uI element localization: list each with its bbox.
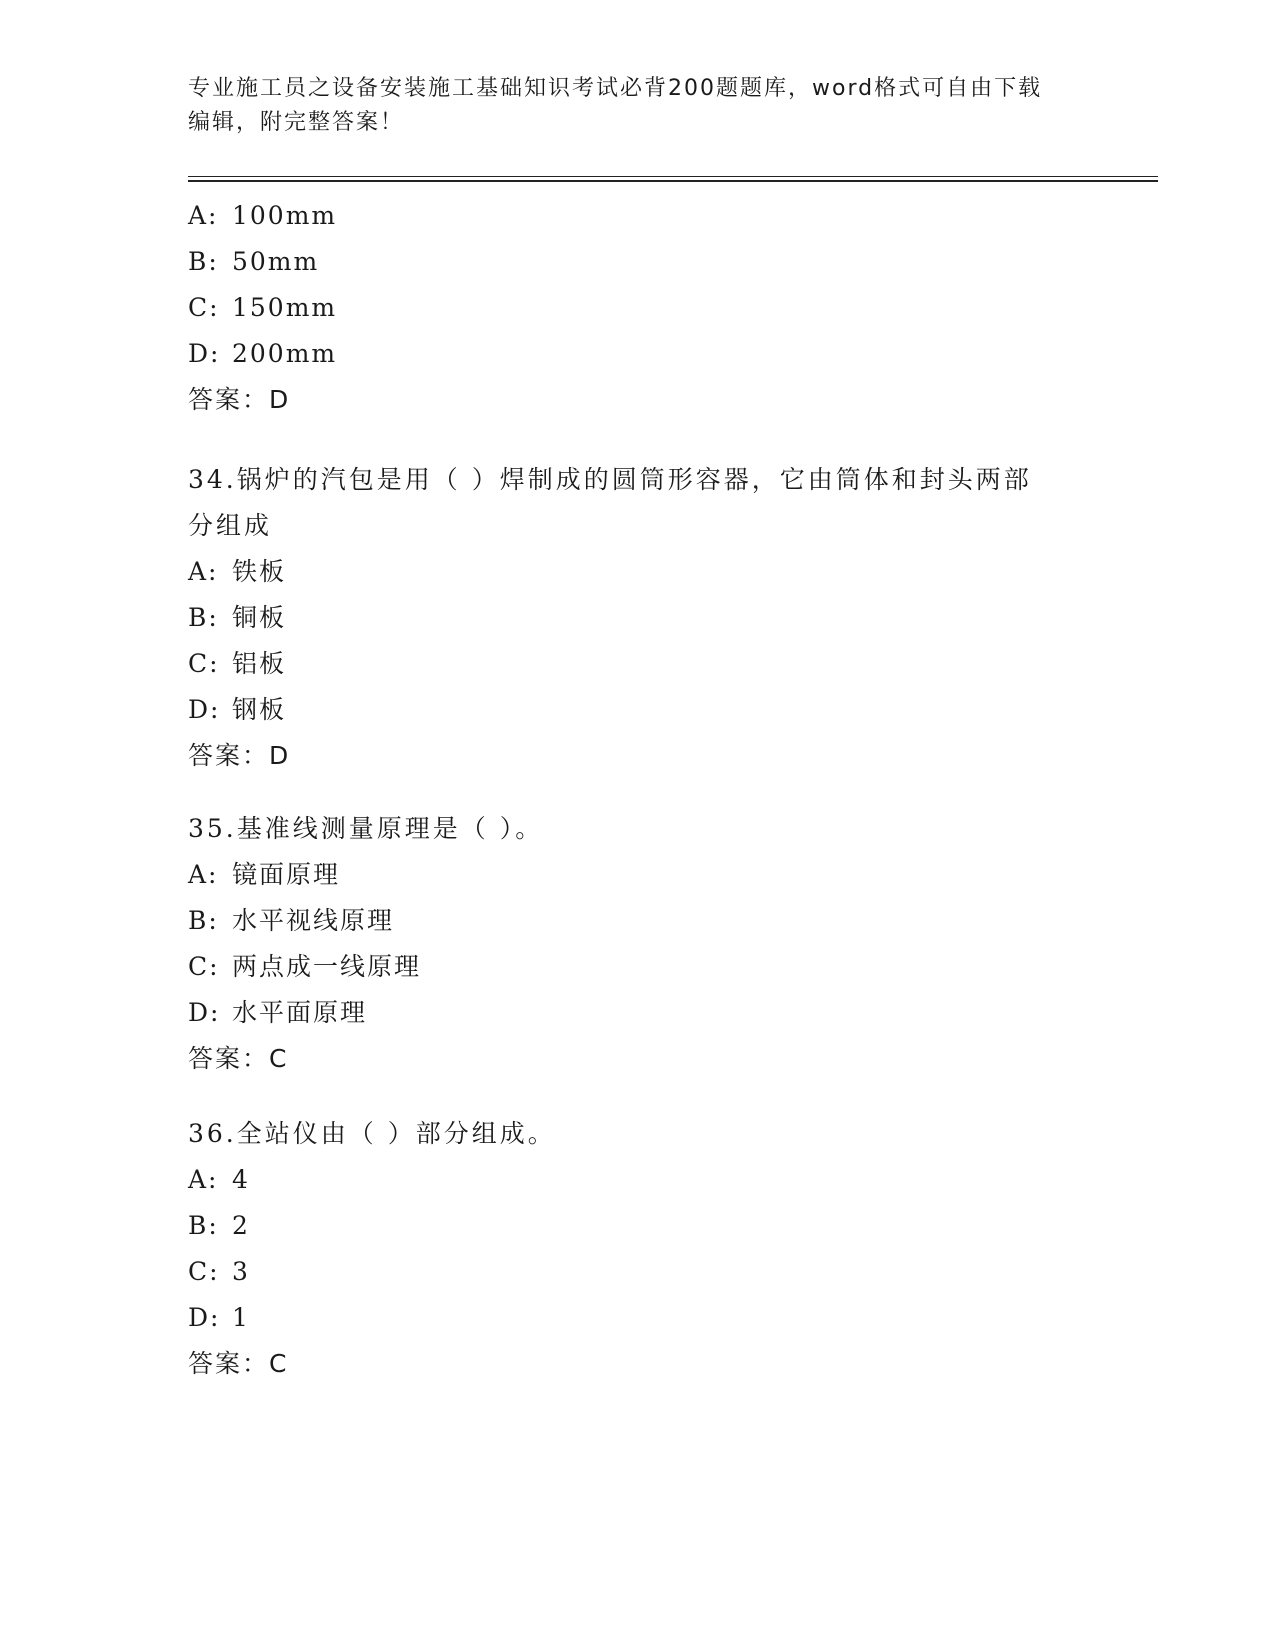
option-c: C: 两点成一线原理 (188, 952, 422, 981)
header-title-line-2: 编辑，附完整答案！ (188, 110, 405, 135)
option-b: B: 2 (188, 1211, 250, 1240)
question-stem: 35.基准线测量原理是（ ）。 (188, 814, 544, 843)
answer: 答案：D (188, 741, 291, 770)
header-divider-thick (188, 180, 1158, 182)
question-34 (188, 457, 1048, 779)
header-divider-thin (188, 176, 1158, 177)
option-d: D: 钢板 (188, 695, 287, 724)
option-a: A: 4 (188, 1165, 250, 1194)
answer: 答案：C (188, 1044, 289, 1073)
question-35 (188, 806, 1088, 1082)
option-b: B: 50mm (188, 247, 320, 276)
option-c: C: 3 (188, 1257, 250, 1286)
option-b: B: 水平视线原理 (188, 906, 395, 935)
document-header (188, 72, 1088, 140)
answer: 答案：C (188, 1349, 289, 1378)
option-b: B: 铜板 (188, 603, 287, 632)
question-36 (188, 1111, 1088, 1387)
option-d: D: 水平面原理 (188, 998, 368, 1027)
option-a: A: 镜面原理 (188, 860, 341, 889)
option-a: A: 100mm (188, 201, 338, 230)
answer: 答案：D (188, 385, 291, 414)
option-c: C: 150mm (188, 293, 338, 322)
question-stem: 34.锅炉的汽包是用（ ）焊制成的圆筒形容器，它由筒体和封头两部分组成 (188, 465, 1032, 540)
header-title-line-1: 专业施工员之设备安装施工基础知识考试必背200题题库，word格式可自由下载 (188, 76, 1043, 101)
option-c: C: 铝板 (188, 649, 287, 678)
option-d: D: 1 (188, 1303, 250, 1332)
option-d: D: 200mm (188, 339, 338, 368)
question-33-continued (188, 193, 337, 423)
option-a: A: 铁板 (188, 557, 287, 586)
question-stem: 36.全站仪由（ ）部分组成。 (188, 1119, 556, 1148)
